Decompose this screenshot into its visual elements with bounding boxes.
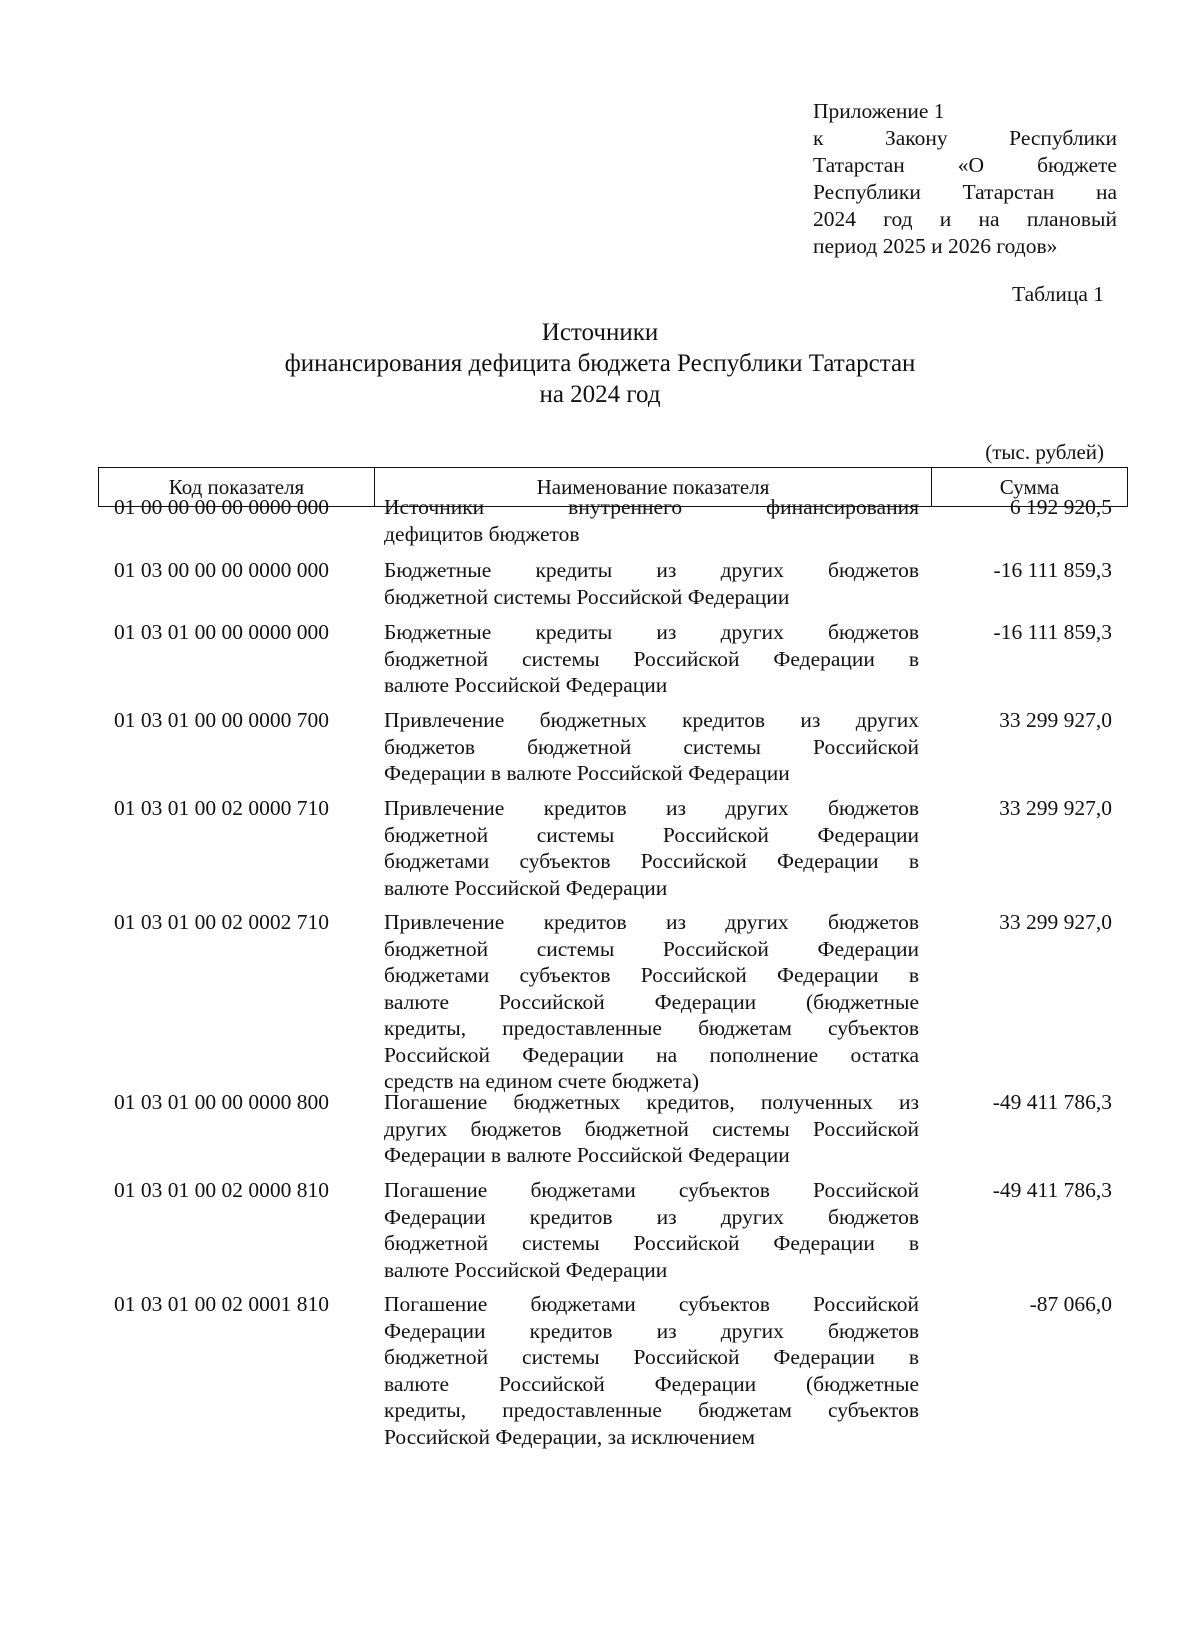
row-code: 01 03 00 00 00 0000 000 [114,558,329,582]
annex-word: год [883,207,913,231]
row-name-line: Федерации в валюте Российской Федерации [384,1143,790,1167]
row-name-line: Российской Федерации, за исключением [384,1424,756,1449]
row-name-line: Привлечение кредитов из других бюджетов [384,796,919,820]
row-name-line: валюте Российской Федерации [384,673,668,697]
row-code: 01 03 01 00 02 0002 710 [114,910,329,934]
row-name-line: валюте Российской Федерации [384,1257,668,1282]
header-code: Код показателя [99,468,375,506]
title-line-2: финансирования дефицита бюджета Республики Татарстан [284,350,916,377]
row-name-line: Привлечение бюджетных кредитов из других [384,708,919,732]
row-code: 01 03 01 00 00 0000 800 [114,1090,329,1114]
row-name-line: средств на едином счете бюджета) [384,1069,700,1093]
row-name-line: кредиты, предоставленные бюджетам субъектов [384,1398,919,1422]
row-name-line: бюджетов бюджетной системы Российской [384,734,919,759]
row-name-line: Бюджетные кредиты из других бюджетов [384,620,919,644]
title-line-1: Источники [541,319,659,346]
row-name [384,795,919,901]
row-name-line: Федерации в валюте Российской Федерации [384,761,790,785]
annex-line-2 [813,125,1117,152]
row-name-line: бюджетами субъектов Российской Федерации в [384,963,919,987]
row-name-line: бюджетной системы Российской Федерации [384,584,790,609]
row-name-line: бюджетами субъектов Российской Федерации в [384,849,919,873]
row-sum: -87 066,0 [1029,1292,1112,1316]
annex-word: к [813,126,824,150]
row-code: 01 03 01 00 02 0000 710 [114,796,329,820]
row-name [384,1177,919,1283]
row-sum: 6 192 920,5 [1009,495,1112,519]
row-name-line: бюджетной системы Российской Федерации в [384,646,919,671]
row-name-line: Погашение бюджетами субъектов Российской [384,1178,919,1202]
row-name [384,494,919,547]
row-sum: 33 299 927,0 [999,910,1112,934]
row-code: 01 03 01 00 00 0000 000 [114,620,329,644]
annex-word: на [1095,180,1117,204]
annex-line-1: Приложение 1 [813,99,945,123]
row-name-line: валюте Российской Федерации [384,875,668,900]
row-name [384,909,919,1095]
annex-word: Республики [813,180,921,204]
title-line-3: на 2024 год [539,381,661,408]
table-label: Таблица 1 [1012,282,1104,306]
row-sum: -16 111 859,3 [993,620,1112,644]
row-code: 01 03 01 00 02 0001 810 [114,1292,329,1316]
row-name-line: Привлечение кредитов из других бюджетов [384,910,919,934]
annex-word: бюджете [1037,153,1117,177]
row-sum: 33 299 927,0 [999,708,1112,732]
row-name-line: Федерации кредитов из других бюджетов [384,1204,919,1229]
row-code: 01 00 00 00 00 0000 000 [114,495,329,519]
annex-word: 2024 [813,207,856,231]
annex-line-6: период 2025 и 2026 годов» [813,234,1058,258]
row-name [384,1291,919,1450]
header-sum: Сумма [999,474,1060,499]
row-name-line: других бюджетов бюджетной системы Российской [384,1116,919,1141]
row-name-line: Погашение бюджетами субъектов Российской [384,1292,919,1316]
row-name-line: валюте Российской Федерации (бюджетные [384,1371,919,1396]
annex-line-5 [813,206,1117,233]
row-name [384,707,919,787]
row-sum: 33 299 927,0 [999,796,1112,820]
header-name: Наименование показателя [375,468,932,506]
document-title [0,317,1200,410]
annex-line-4 [813,179,1117,206]
row-sum: -49 411 786,3 [992,1090,1112,1114]
row-name-line: дефицитов бюджетов [384,521,580,546]
row-name-line: Бюджетные кредиты из других бюджетов [384,558,919,582]
annex-line-3 [813,152,1117,179]
row-name-line: Российской Федерации на пополнение остатка [384,1042,919,1067]
annex-block [813,98,1117,260]
row-name-line: кредиты, предоставленные бюджетам субъектов [384,1016,919,1040]
row-name-line: бюджетной системы Российской Федерации в [384,1345,919,1369]
row-name-line: Источники внутреннего финансирования [384,495,919,519]
row-name [384,1089,919,1169]
annex-word: плановый [1026,207,1117,231]
annex-word: Татарстан [962,180,1055,204]
row-code: 01 03 01 00 00 0000 700 [114,708,329,732]
row-name-line: валюте Российской Федерации (бюджетные [384,989,919,1014]
row-name-line: бюджетной системы Российской Федерации [384,822,919,847]
row-name-line: Федерации кредитов из других бюджетов [384,1318,919,1343]
row-name [384,619,919,699]
annex-word: Республики [1009,126,1117,150]
annex-word: и [939,207,952,231]
annex-word: «О [957,153,985,177]
row-name-line: бюджетной системы Российской Федерации в [384,1231,919,1255]
row-sum: -16 111 859,3 [993,558,1112,582]
annex-word: Татарстан [813,153,905,177]
annex-word: на [978,207,1000,231]
row-name-line: бюджетной системы Российской Федерации [384,936,919,961]
row-name-line: Погашение бюджетных кредитов, полученных из [384,1090,919,1114]
row-sum: -49 411 786,3 [992,1178,1112,1202]
row-name [384,557,919,610]
annex-word: Закону [884,126,948,150]
row-code: 01 03 01 00 02 0000 810 [114,1178,329,1202]
units-label: (тыс. рублей) [985,440,1104,464]
